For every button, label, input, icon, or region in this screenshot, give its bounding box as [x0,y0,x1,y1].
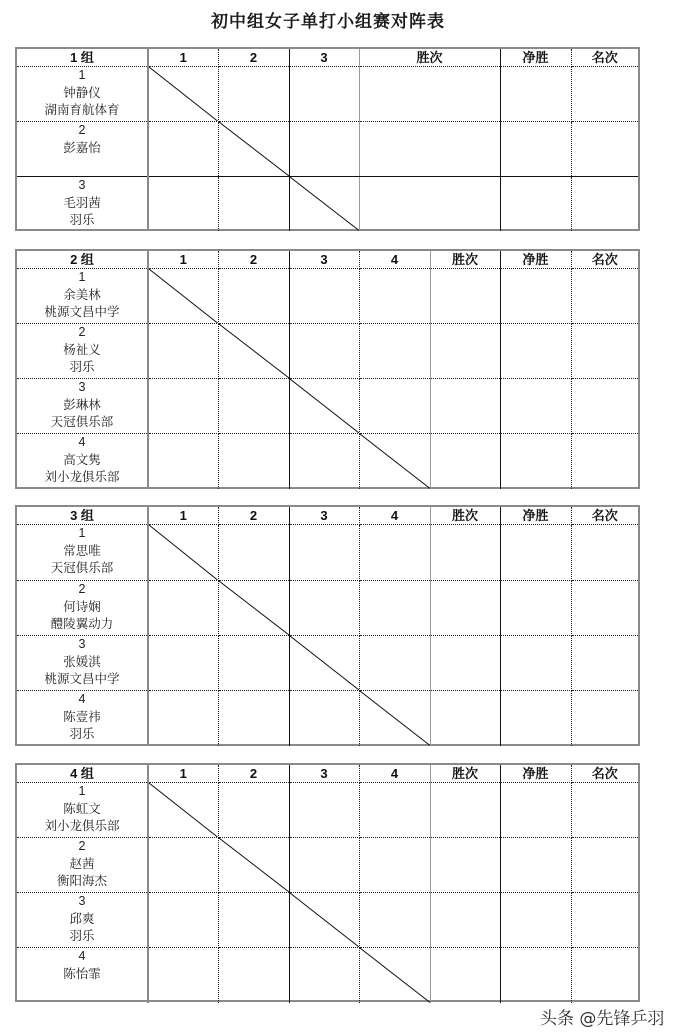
diagonal-slash-icon [149,269,218,323]
diagonal-slash-icon [149,67,218,121]
player-seed: 3 [78,894,86,908]
self-match-cell [148,269,218,324]
player-cell [17,67,148,122]
diagonal-slash-icon [290,636,359,690]
self-match-cell [148,525,218,581]
group-label: 1 组 [17,49,148,67]
opponent-col-header: 2 [218,507,289,525]
player-name: 张媛淇 [63,654,101,669]
wins-cell[interactable] [359,67,500,122]
player-name: 彭琳林 [63,397,101,412]
score-cell[interactable] [218,177,289,231]
rank-cell[interactable] [571,269,638,324]
score-cell[interactable] [148,177,218,231]
score-cell[interactable] [148,691,218,746]
opponent-col-header: 3 [289,765,359,783]
player-cell [17,581,148,636]
player-club: 羽乐 [69,213,95,227]
score-cell[interactable] [359,324,430,379]
opponent-col-header: 4 [359,507,430,525]
rank-cell[interactable] [571,783,638,838]
self-match-cell [359,948,430,1003]
self-match-cell [289,177,359,231]
self-match-cell [289,379,359,434]
opponent-col-header: 3 [289,251,359,269]
net-wins-col-header: 净胜 [500,49,571,67]
player-club: 刘小龙俱乐部 [44,819,120,833]
net-wins-col-header: 净胜 [500,765,571,783]
score-cell[interactable] [148,893,218,948]
player-club: 羽乐 [69,929,95,943]
opponent-col-header: 3 [289,49,359,67]
self-match-cell [359,434,430,489]
self-match-cell [218,122,289,177]
opponent-col-header: 2 [218,251,289,269]
score-cell[interactable] [218,67,289,122]
wins-col-header: 胜次 [430,507,500,525]
player-seed: 1 [78,526,86,540]
net-wins-col-header: 净胜 [500,507,571,525]
player-name: 毛羽茜 [63,195,101,210]
rank-cell[interactable] [571,122,638,177]
score-cell[interactable] [289,581,359,636]
opponent-col-header: 1 [148,251,218,269]
player-seed: 3 [78,178,86,192]
player-seed: 3 [78,380,86,394]
wins-cell[interactable] [430,636,500,691]
group-table-1 [15,47,640,231]
rank-cell[interactable] [571,581,638,636]
player-cell [17,379,148,434]
group-label: 2 组 [17,251,148,269]
player-cell [17,636,148,691]
opponent-col-header: 2 [218,49,289,67]
score-cell[interactable] [359,269,430,324]
wins-cell[interactable] [430,581,500,636]
self-match-cell [218,838,289,893]
player-name: 钟静仪 [63,85,101,100]
score-cell[interactable] [218,783,289,838]
rank-cell[interactable] [571,838,638,893]
self-match-cell [289,636,359,691]
self-match-cell [148,67,218,122]
score-cell[interactable] [289,122,359,177]
group-table-2 [15,249,640,489]
net-wins-cell[interactable] [500,67,571,122]
score-cell[interactable] [148,379,218,434]
group-label: 3 组 [17,507,148,525]
player-club [17,983,147,1001]
wins-cell[interactable] [430,379,500,434]
score-cell[interactable] [359,893,430,948]
rank-cell[interactable] [571,324,638,379]
player-seed: 1 [78,68,86,82]
score-cell[interactable] [289,324,359,379]
score-cell[interactable] [359,581,430,636]
score-cell[interactable] [148,122,218,177]
player-name: 邱爽 [69,911,95,926]
wins-cell[interactable] [359,177,500,231]
diagonal-slash-icon [149,783,218,837]
rank-cell[interactable] [571,893,638,948]
score-cell[interactable] [289,691,359,746]
player-club: 桃源文昌中学 [44,305,120,319]
wins-cell[interactable] [430,838,500,893]
score-cell[interactable] [359,525,430,581]
player-seed: 1 [78,270,86,284]
rank-cell[interactable] [571,636,638,691]
player-club: 湖南育航体育 [44,103,120,117]
player-cell [17,525,148,581]
wins-col-header: 胜次 [359,49,500,67]
net-wins-col-header: 净胜 [500,251,571,269]
score-cell[interactable] [359,379,430,434]
player-name: 彭嘉怡 [63,140,101,155]
player-name: 何诗娴 [63,599,101,614]
diagonal-slash-icon [219,581,289,635]
score-cell[interactable] [148,324,218,379]
opponent-col-header: 1 [148,49,218,67]
net-wins-cell[interactable] [500,783,571,838]
diagonal-slash-icon [219,122,289,176]
player-seed: 3 [78,637,86,651]
score-cell[interactable] [218,269,289,324]
score-cell[interactable] [148,434,218,489]
net-wins-cell[interactable] [500,581,571,636]
player-name: 余美林 [63,287,101,302]
player-club: 醴陵翼动力 [50,617,114,631]
wins-cell[interactable] [430,948,500,1003]
group-table-3 [15,505,640,746]
rank-cell[interactable] [571,434,638,489]
rank-col-header: 名次 [571,765,638,783]
rank-cell[interactable] [571,67,638,122]
net-wins-cell[interactable] [500,948,571,1003]
group-table-4 [15,763,640,1002]
net-wins-cell[interactable] [500,525,571,581]
player-name: 常思唯 [63,543,101,558]
watermark: 头条 @先锋乒羽 [540,1009,665,1029]
diagonal-slash-icon [219,324,289,378]
net-wins-cell[interactable] [500,122,571,177]
self-match-cell [359,691,430,746]
rank-col-header: 名次 [571,251,638,269]
diagonal-slash-icon [360,434,430,489]
group-label: 4 组 [17,765,148,783]
player-name: 赵茜 [69,856,95,871]
score-cell[interactable] [218,948,289,1003]
rank-cell[interactable] [571,177,638,231]
player-cell [17,269,148,324]
player-club: 天冠俱乐部 [50,561,114,575]
self-match-cell [218,324,289,379]
player-name: 陈虹文 [63,801,101,816]
wins-cell[interactable] [430,783,500,838]
player-club [17,157,147,175]
diagonal-slash-icon [290,893,359,947]
score-cell[interactable] [289,67,359,122]
self-match-cell [289,893,359,948]
diagonal-slash-icon [290,379,359,433]
player-cell [17,122,148,177]
net-wins-cell[interactable] [500,379,571,434]
rank-col-header: 名次 [571,507,638,525]
opponent-col-header: 4 [359,251,430,269]
score-cell[interactable] [148,838,218,893]
score-cell[interactable] [289,838,359,893]
rank-cell[interactable] [571,379,638,434]
score-cell[interactable] [289,948,359,1003]
player-seed: 2 [78,123,86,137]
player-cell [17,838,148,893]
player-seed: 1 [78,784,86,798]
self-match-cell [148,783,218,838]
player-cell [17,177,148,231]
player-seed: 4 [78,435,86,449]
player-name: 高文隽 [63,452,101,467]
player-club: 天冠俱乐部 [50,415,114,429]
player-seed: 4 [78,692,86,706]
player-name: 杨祉义 [63,342,101,357]
diagonal-slash-icon [290,177,359,231]
score-cell[interactable] [148,948,218,1003]
player-cell [17,691,148,746]
wins-cell[interactable] [359,122,500,177]
rank-cell[interactable] [571,691,638,746]
score-cell[interactable] [218,636,289,691]
player-cell [17,948,148,1003]
diagonal-slash-icon [360,948,430,1003]
wins-cell[interactable] [430,691,500,746]
score-cell[interactable] [218,434,289,489]
net-wins-cell[interactable] [500,838,571,893]
player-club: 桃源文昌中学 [44,672,120,686]
player-name: 陈怡霏 [63,966,101,981]
score-cell[interactable] [148,581,218,636]
score-cell[interactable] [359,636,430,691]
net-wins-cell[interactable] [500,324,571,379]
wins-cell[interactable] [430,893,500,948]
wins-col-header: 胜次 [430,251,500,269]
opponent-col-header: 1 [148,507,218,525]
rank-cell[interactable] [571,525,638,581]
score-cell[interactable] [289,434,359,489]
score-cell[interactable] [289,525,359,581]
opponent-col-header: 2 [218,765,289,783]
score-cell[interactable] [148,636,218,691]
player-seed: 2 [78,839,86,853]
rank-col-header: 名次 [571,49,638,67]
diagonal-slash-icon [360,691,430,746]
score-cell[interactable] [359,783,430,838]
player-club: 刘小龙俱乐部 [44,470,120,484]
player-cell [17,324,148,379]
opponent-col-header: 4 [359,765,430,783]
opponent-col-header: 1 [148,765,218,783]
diagonal-slash-icon [149,525,218,580]
net-wins-cell[interactable] [500,177,571,231]
player-name: 陈壹祎 [63,709,101,724]
player-seed: 2 [78,582,86,596]
wins-cell[interactable] [430,434,500,489]
player-club: 羽乐 [69,727,95,741]
self-match-cell [218,581,289,636]
wins-cell[interactable] [430,324,500,379]
player-seed: 2 [78,325,86,339]
page-title: 初中组女子单打小组赛对阵表 [211,12,445,31]
player-cell [17,893,148,948]
net-wins-cell[interactable] [500,434,571,489]
score-cell[interactable] [359,838,430,893]
net-wins-cell[interactable] [500,636,571,691]
score-cell[interactable] [218,525,289,581]
player-cell [17,783,148,838]
wins-col-header: 胜次 [430,765,500,783]
net-wins-cell[interactable] [500,269,571,324]
net-wins-cell[interactable] [500,691,571,746]
score-cell[interactable] [289,269,359,324]
wins-cell[interactable] [430,269,500,324]
diagonal-slash-icon [219,838,289,892]
rank-cell[interactable] [571,948,638,1003]
player-club: 羽乐 [69,360,95,374]
opponent-col-header: 3 [289,507,359,525]
player-seed: 4 [78,949,86,963]
score-cell[interactable] [218,893,289,948]
player-cell [17,434,148,489]
wins-cell[interactable] [430,525,500,581]
score-cell[interactable] [289,783,359,838]
net-wins-cell[interactable] [500,893,571,948]
player-club: 衡阳海杰 [56,874,107,888]
score-cell[interactable] [218,691,289,746]
score-cell[interactable] [218,379,289,434]
